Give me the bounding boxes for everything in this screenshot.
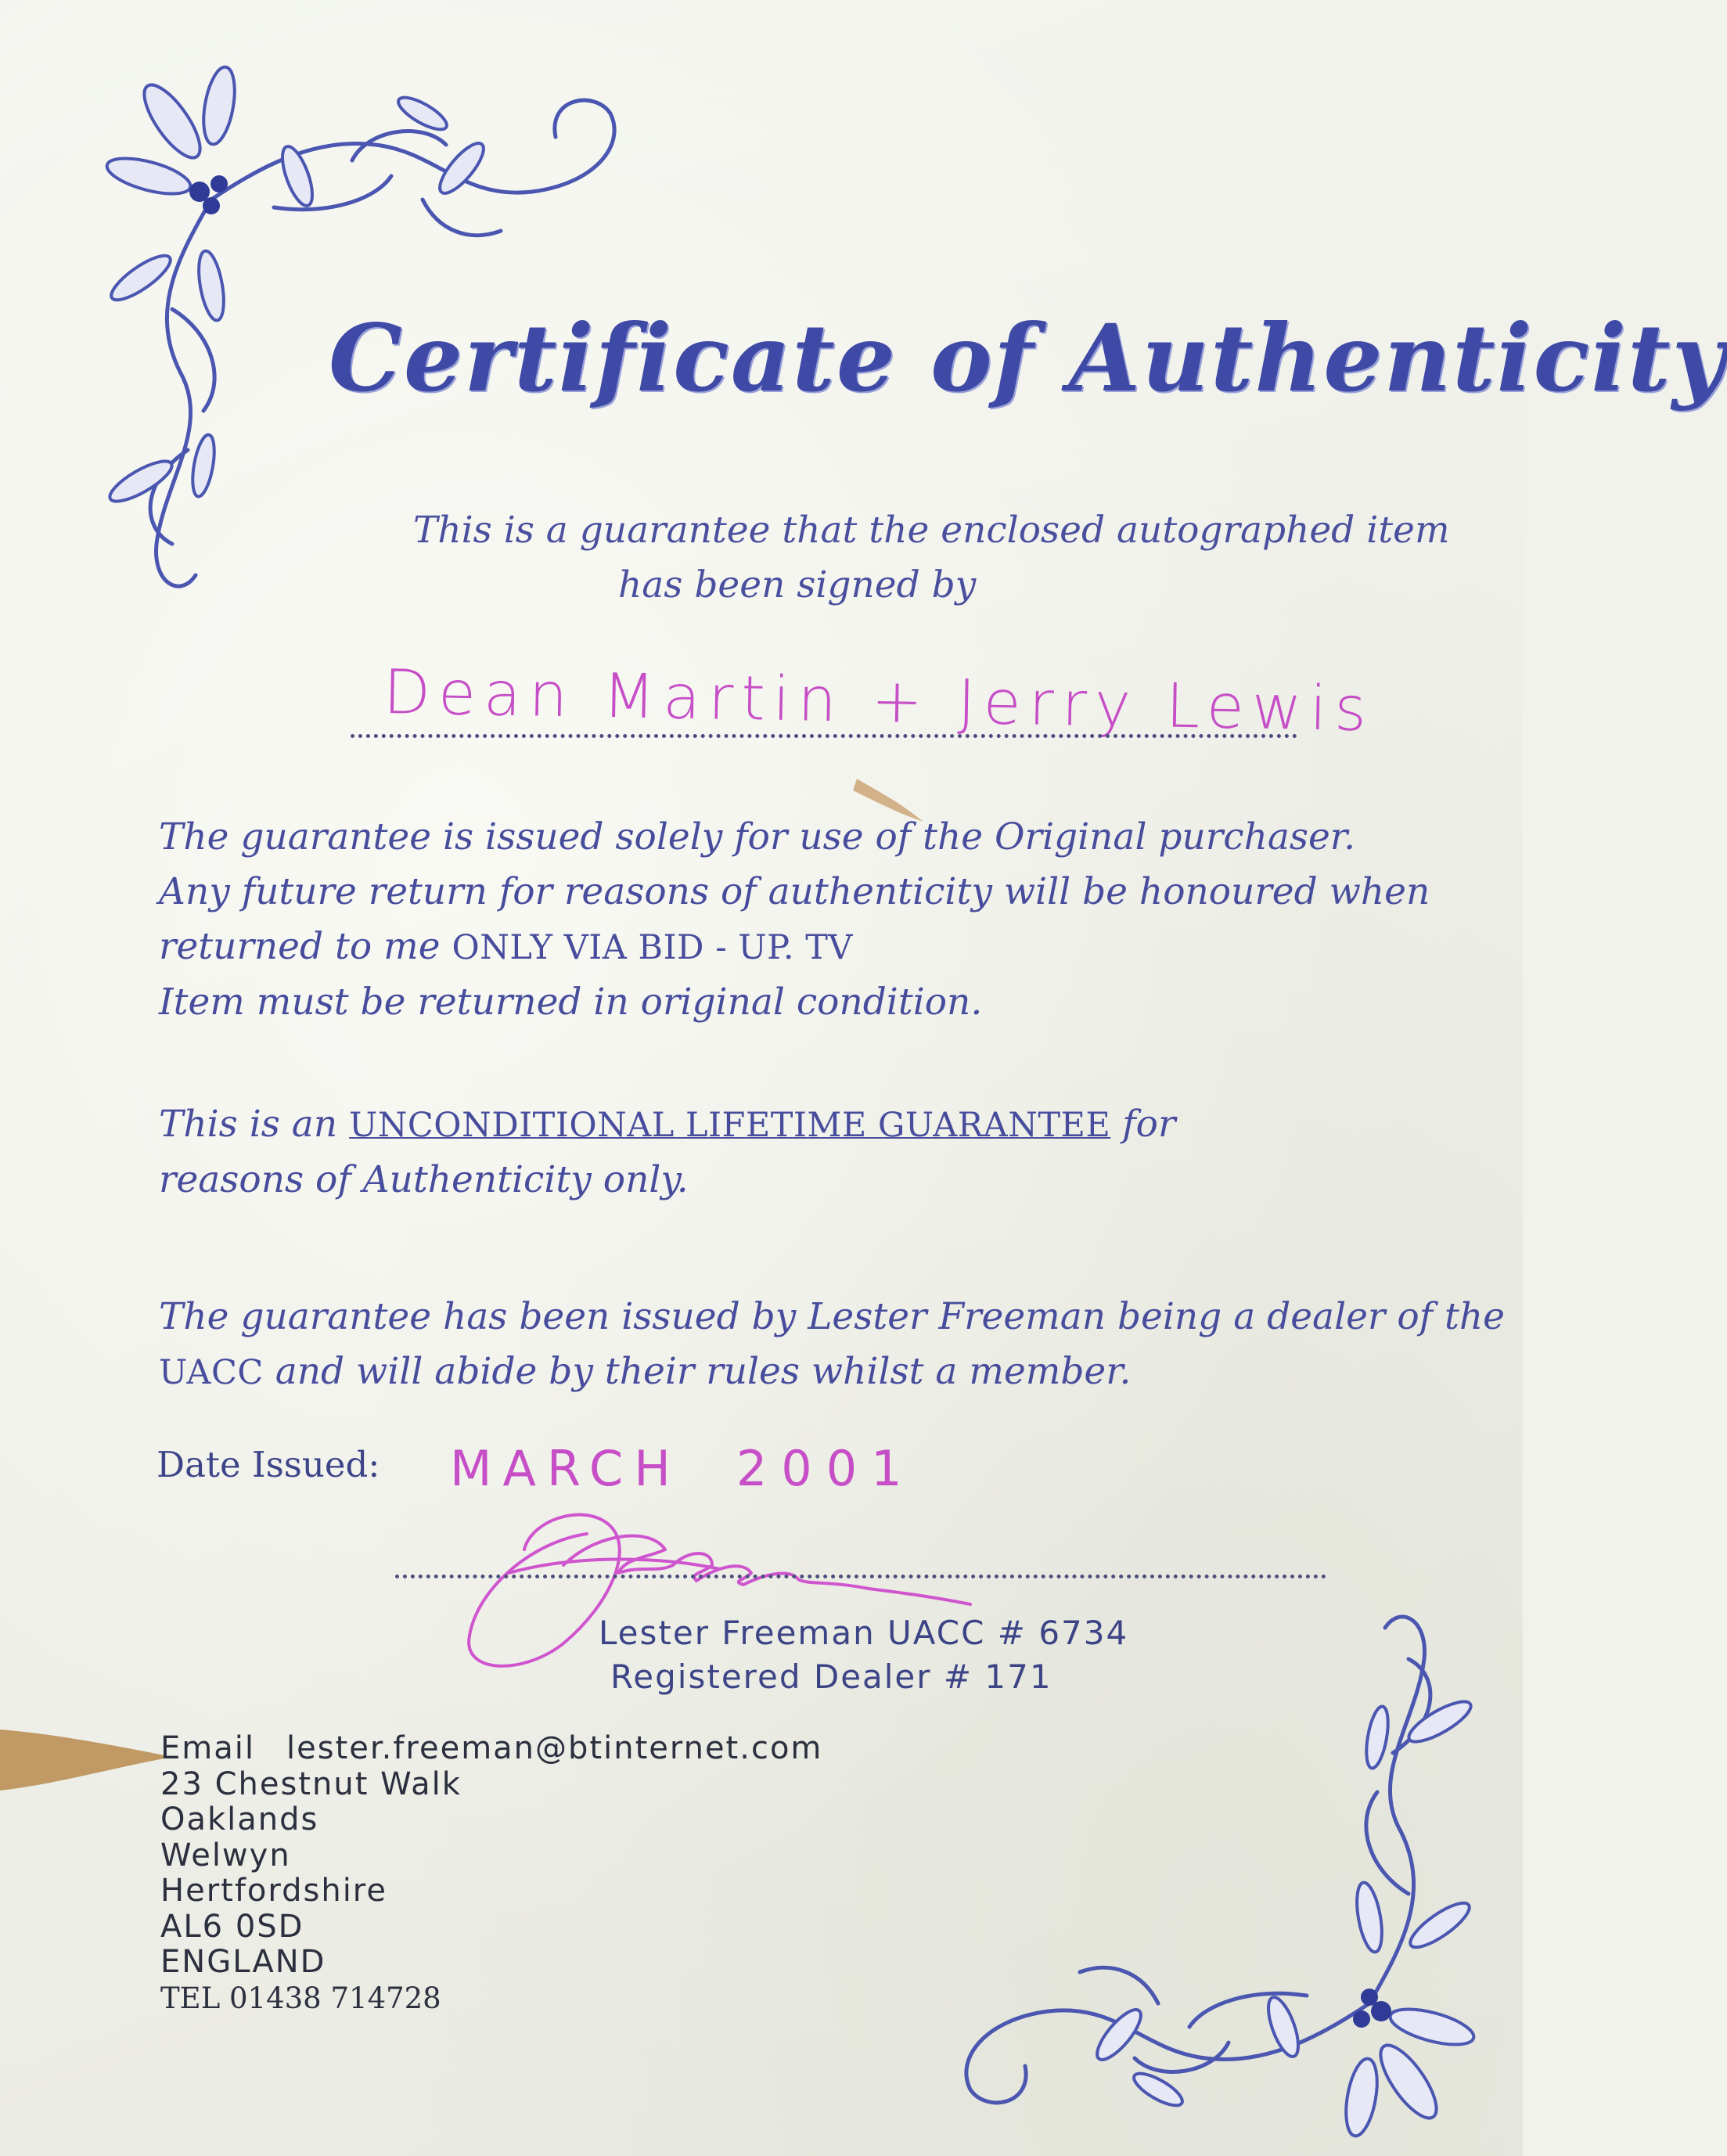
- email-address: lester.freeman@btinternet.com: [286, 1730, 823, 1766]
- guarantee-paragraph: [159, 810, 1430, 1030]
- lifetime-line-1: [159, 1097, 1175, 1153]
- uacc-text: UACC: [159, 1353, 264, 1392]
- handwritten-signatory-names: Dean Martin + Jerry Lewis: [383, 657, 1375, 746]
- date-issued-label: Date Issued:: [157, 1444, 380, 1485]
- contact-block: [160, 1731, 822, 2016]
- lifetime-guarantee-paragraph: [159, 1097, 1175, 1208]
- intro-text-line-2: has been signed by: [618, 563, 977, 606]
- guarantee-line-3: [159, 920, 1430, 975]
- return-via-text: ONLY VIA BID - UP. TV: [452, 928, 853, 967]
- address-line-postcode: AL6 0SD: [160, 1908, 304, 1945]
- issuer-paragraph: [159, 1290, 1505, 1400]
- email-label: Email: [160, 1730, 255, 1766]
- issuer-line-2: [159, 1344, 1505, 1400]
- address-line-town: Welwyn: [160, 1837, 291, 1873]
- address-line-county: Hertfordshire: [160, 1873, 387, 1909]
- guarantee-line-1: The guarantee is issued solely for use of the Original purchaser.: [159, 815, 1356, 858]
- signature-dotted-line: [395, 1575, 1326, 1578]
- lifetime-line-2: reasons of Authenticity only.: [159, 1158, 689, 1201]
- email-row: [160, 1731, 822, 1767]
- intro-text-line-1: This is a guarantee that the enclosed autographed item: [413, 509, 1450, 552]
- guarantee-line-4: Item must be returned in original condition.: [159, 981, 983, 1024]
- issue-year: 2001: [736, 1440, 916, 1497]
- address-line-area: Oaklands: [160, 1801, 319, 1837]
- issue-month: MARCH: [450, 1440, 682, 1497]
- signatory-dotted-line: [351, 734, 1297, 738]
- issuer-line-1: The guarantee has been issued by Lester Freeman being a dealer of the: [159, 1295, 1505, 1338]
- unconditional-guarantee-text: UNCONDITIONAL LIFETIME GUARANTEE: [349, 1106, 1111, 1145]
- address-line-street: 23 Chestnut Walk: [160, 1765, 462, 1802]
- address-line-country: ENGLAND: [160, 1944, 326, 1980]
- lifetime-suffix: for: [1110, 1103, 1176, 1146]
- lifetime-prefix: This is an: [159, 1103, 350, 1146]
- guarantee-line-3-prefix: returned to me: [159, 925, 452, 968]
- telephone-number: TEL 01438 714728: [160, 1981, 441, 2015]
- registered-dealer-number: Registered Dealer # 171: [610, 1657, 1052, 1696]
- issuer-line-2-rest: and will abide by their rules whilst a member.: [263, 1350, 1132, 1393]
- guarantee-line-2: Any future return for reasons of authenticity will be honoured when: [159, 870, 1430, 913]
- certificate-title: Certificate of Authenticity: [329, 304, 1727, 412]
- dealer-name-and-uacc-number: Lester Freeman UACC # 6734: [599, 1614, 1129, 1652]
- paper-stain: [0, 1722, 180, 1792]
